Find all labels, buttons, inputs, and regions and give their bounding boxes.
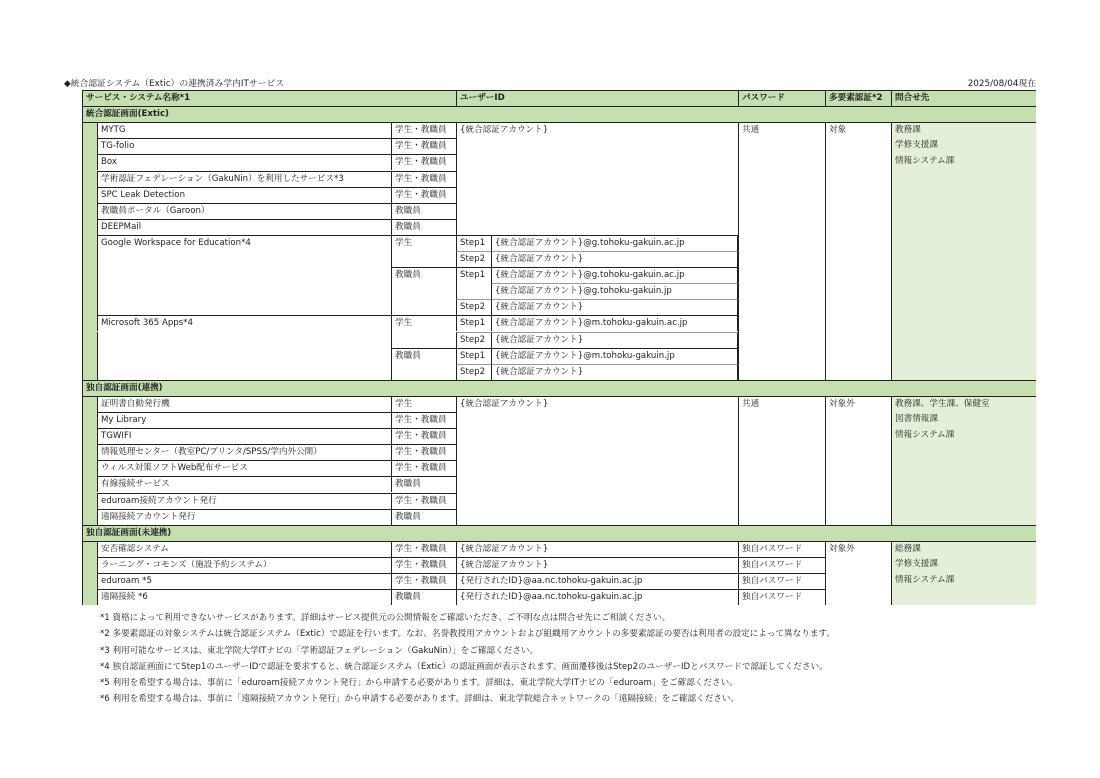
contact-name: 教務課、学生課、保健室	[891, 396, 1036, 412]
header-password: パスワード	[738, 90, 825, 106]
service-target: 教職員	[391, 348, 456, 380]
service-password: 独自パスワード	[738, 541, 825, 557]
service-mfa: 対象	[825, 122, 891, 380]
service-name	[97, 364, 391, 380]
contact-name: 学修支援課	[891, 557, 1036, 573]
step-label: Step2	[456, 364, 491, 380]
service-name: 教職員ポータル（Garoon）	[97, 203, 391, 219]
service-target: 教職員	[391, 476, 456, 492]
step-label: Step1	[456, 267, 491, 283]
contact-name: 情報システム課	[891, 428, 1036, 444]
service-name: DEEPMail	[97, 219, 391, 235]
service-mfa: 対象外	[825, 396, 891, 525]
step-label: Step1	[456, 348, 491, 364]
header-mfa: 多要素認証*2	[825, 90, 891, 106]
service-name: eduroam接続アカウント発行	[97, 493, 391, 509]
page-title: ◆統合認証システム（Extic）の連携済み学内ITサービス	[64, 79, 285, 89]
service-mfa: 対象外	[825, 541, 891, 605]
step-userid: {統合認証アカウント}	[491, 364, 738, 380]
service-target: 学生・教職員	[391, 460, 456, 476]
service-name: ラーニング・コモンズ（施設予約システム）	[97, 557, 391, 573]
section-label: 統合認証画面(Extic)	[82, 106, 1036, 122]
section-gutter	[82, 541, 97, 605]
service-target: 学生・教職員	[391, 573, 456, 589]
step-userid: {統合認証アカウント}@g.tohoku-gakuin.jp	[491, 283, 738, 299]
footnote-2: *2 多要素認証の対象システムは統合認証システム（Extic）で認証を行います。なお、名誉教授用アカウントおよび組織用アカウントの多要素認証の要否は利用者の設定によって異なります。	[100, 629, 835, 640]
service-name	[97, 348, 391, 364]
service-name: ウィルス対策ソフトWeb配布サービス	[97, 460, 391, 476]
service-target: 教職員	[391, 267, 456, 315]
service-target: 学生・教職員	[391, 557, 456, 573]
step-label: Step2	[456, 332, 491, 348]
service-name: 有線接続サービス	[97, 476, 391, 492]
service-userid: {発行されたID}@aa.nc.tohoku-gakuin.ac.jp	[456, 589, 738, 605]
step-userid: {統合認証アカウント}@m.tohoku-gakuin.jp	[491, 348, 738, 364]
step-userid: {統合認証アカウント}@g.tohoku-gakuin.ac.jp	[491, 267, 738, 283]
service-target: 学生・教職員	[391, 428, 456, 444]
service-password: 共通	[738, 122, 825, 380]
service-table	[82, 90, 1036, 606]
section-label: 独自認証画面(未連携)	[82, 525, 1036, 541]
service-name: 学術認証フェデレーション（GakuNin）を利用したサービス*3	[97, 171, 391, 187]
service-name: 安否確認システム	[97, 541, 391, 557]
service-target: 学生・教職員	[391, 122, 456, 138]
step-userid: {統合認証アカウント}	[491, 332, 738, 348]
service-name: 情報処理センター（教室PC/プリンタ/SPSS/学内外公開）	[97, 444, 391, 460]
contact-name: 情報システム課	[891, 154, 1036, 170]
service-target: 学生・教職員	[391, 541, 456, 557]
contact-name: 情報システム課	[891, 573, 1036, 589]
service-target: 学生・教職員	[391, 412, 456, 428]
footnote-4: *4 独自認証画面にてStep1のユーザーIDで認証を要求すると、統合認証システム（Extic）の認証画面が表示されます。画面遷移後はStep2のユーザーIDとパスワードで認証してください。	[100, 661, 828, 672]
step-userid: {統合認証アカウント}@m.tohoku-gakuin.ac.jp	[491, 315, 738, 331]
service-name: MYTG	[97, 122, 391, 138]
service-name: Box	[97, 154, 391, 170]
service-name	[97, 332, 391, 348]
as-of-date: 2025/08/04現在	[967, 79, 1036, 89]
footnote-6: *6 利用を希望する場合は、事前に「遠隔接続アカウント発行」から申請する必要があります。詳細は、東北学院総合ネットワークの「遠隔接続」をご確認ください。	[100, 694, 740, 705]
step-userid: {統合認証アカウント}	[491, 299, 738, 315]
service-userid: {統合認証アカウント}	[456, 122, 738, 235]
section-gutter	[82, 122, 97, 380]
service-name	[97, 299, 391, 315]
contact-name: 図書情報課	[891, 412, 1036, 428]
service-password: 独自パスワード	[738, 557, 825, 573]
service-target: 教職員	[391, 509, 456, 525]
contact-name: 教務課	[891, 122, 1036, 138]
service-target: 教職員	[391, 589, 456, 605]
header-service: サービス・システム名称*1	[82, 90, 456, 106]
service-name: 遠隔接続 *6	[97, 589, 391, 605]
header-userid: ユーザーID	[456, 90, 738, 106]
header-contact: 問合せ先	[891, 90, 1036, 106]
service-name: 証明書自動発行機	[97, 396, 391, 412]
contact-name: 学修支援課	[891, 138, 1036, 154]
service-target: 学生・教職員	[391, 171, 456, 187]
footnotes	[100, 610, 1060, 708]
step-label: Step2	[456, 299, 491, 315]
service-name: SPC Leak Detection	[97, 187, 391, 203]
footnote-1: *1 資格によって利用できないサービスがあります。詳細はサービス提供元の公開情報をご確認いただき、ご不明な点は問合せ先にご相談ください。	[100, 613, 671, 623]
service-target: 学生	[391, 396, 456, 412]
service-password: 独自パスワード	[738, 589, 825, 605]
service-target: 教職員	[391, 203, 456, 219]
service-name: Microsoft 365 Apps*4	[97, 315, 391, 331]
service-name	[97, 251, 391, 267]
step-label	[456, 283, 491, 299]
step-userid: {統合認証アカウント}@g.tohoku-gakuin.ac.jp	[491, 235, 738, 251]
contact-name: 総務課	[891, 541, 1036, 557]
step-userid: {統合認証アカウント}	[491, 251, 738, 267]
step-label: Step2	[456, 251, 491, 267]
service-target: 学生	[391, 315, 456, 347]
service-target: 学生・教職員	[391, 444, 456, 460]
section-gutter	[82, 396, 97, 525]
service-target: 学生	[391, 235, 456, 267]
footnote-5: *5 利用を希望する場合は、事前に「eduroam接続アカウント発行」から申請する必要があります。詳細は、東北学院大学ITナビの「eduroam」をご確認ください。	[100, 678, 738, 689]
service-userid: {発行されたID}@aa.nc.tohoku-gakuin.ac.jp	[456, 573, 738, 589]
service-name: My Library	[97, 412, 391, 428]
service-password: 独自パスワード	[738, 573, 825, 589]
service-target: 学生・教職員	[391, 493, 456, 509]
service-target: 教職員	[391, 219, 456, 235]
service-password: 共通	[738, 396, 825, 525]
step-label: Step1	[456, 235, 491, 251]
service-target: 学生・教職員	[391, 154, 456, 170]
service-userid: {統合認証アカウント}	[456, 541, 738, 557]
service-target: 学生・教職員	[391, 187, 456, 203]
section-label: 独自認証画面(連携)	[82, 380, 1036, 396]
service-name	[97, 283, 391, 299]
footnote-3: *3 利用可能なサービスは、東北学院大学ITナビの「学術認証フェデレーション（GakuNin）」をご確認ください。	[100, 645, 539, 656]
service-name: 遠隔接続アカウント発行	[97, 509, 391, 525]
service-name: TG-folio	[97, 138, 391, 154]
service-name: TGWIFI	[97, 428, 391, 444]
service-name: eduroam *5	[97, 573, 391, 589]
service-userid: {統合認証アカウント}	[456, 557, 738, 573]
service-name	[97, 267, 391, 283]
service-target: 学生・教職員	[391, 138, 456, 154]
step-label: Step1	[456, 315, 491, 331]
service-userid: {統合認証アカウント}	[456, 396, 738, 525]
service-name: Google Workspace for Education*4	[97, 235, 391, 251]
